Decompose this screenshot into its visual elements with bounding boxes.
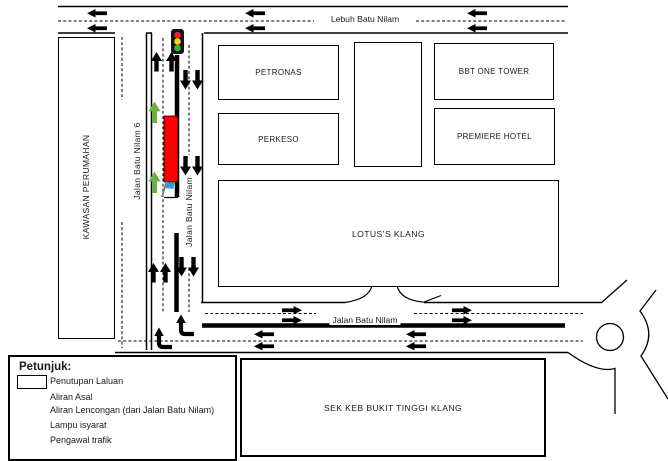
legend-item-label: Aliran Lencongan (dari Jalan Batu Nilam) [50, 405, 215, 415]
building-premiere-hotel: PREMIERE HOTEL [434, 108, 555, 165]
legend-closure-swatch [17, 375, 47, 389]
building-lotus-klang: LOTUS’S KLANG [218, 180, 559, 287]
building-unlabeled [354, 42, 422, 167]
westbound-flow-arrows [254, 330, 426, 351]
legend-item-label: Penutupan Laluan [50, 376, 124, 386]
road-label-jalan-batu-nilam-6: Jalan Batu Nilam 6 [132, 122, 142, 200]
legend-item-label: Aliran Asal [50, 392, 93, 402]
traffic-marshal-flag-icon [162, 181, 175, 197]
road-label-jalan-batu-nilam-bottom: Jalan Batu Nilam [330, 315, 401, 325]
building-perkeso: PERKESO [218, 113, 339, 165]
legend-item-label: Lampu isyarat [50, 420, 107, 430]
road-label-jalan-batu-nilam-vertical: Jalan Batu Nilam [184, 177, 194, 247]
road-label-lebuh-batu-nilam: Lebuh Batu Nilam [328, 14, 402, 24]
diversion-green-arrows [149, 102, 161, 193]
legend-item-label: Pengawal trafik [50, 435, 112, 445]
junction-turn-arrows [154, 315, 194, 348]
area-school: SEK KEB BUKIT TINGGI KLANG [240, 358, 546, 457]
area-kawasan-perumahan-label: KAWASAN PERUMAHAN [80, 134, 91, 240]
roundabout [568, 280, 668, 414]
top-road-lebuh-batu-nilam [58, 7, 568, 34]
building-petronas: PETRONAS [218, 45, 339, 100]
building-bbt-one-tower: BBT ONE TOWER [434, 43, 554, 100]
traffic-light-icon [171, 29, 184, 54]
legend-title: Petunjuk: [19, 361, 72, 373]
lane-closure-red-block [164, 116, 178, 182]
